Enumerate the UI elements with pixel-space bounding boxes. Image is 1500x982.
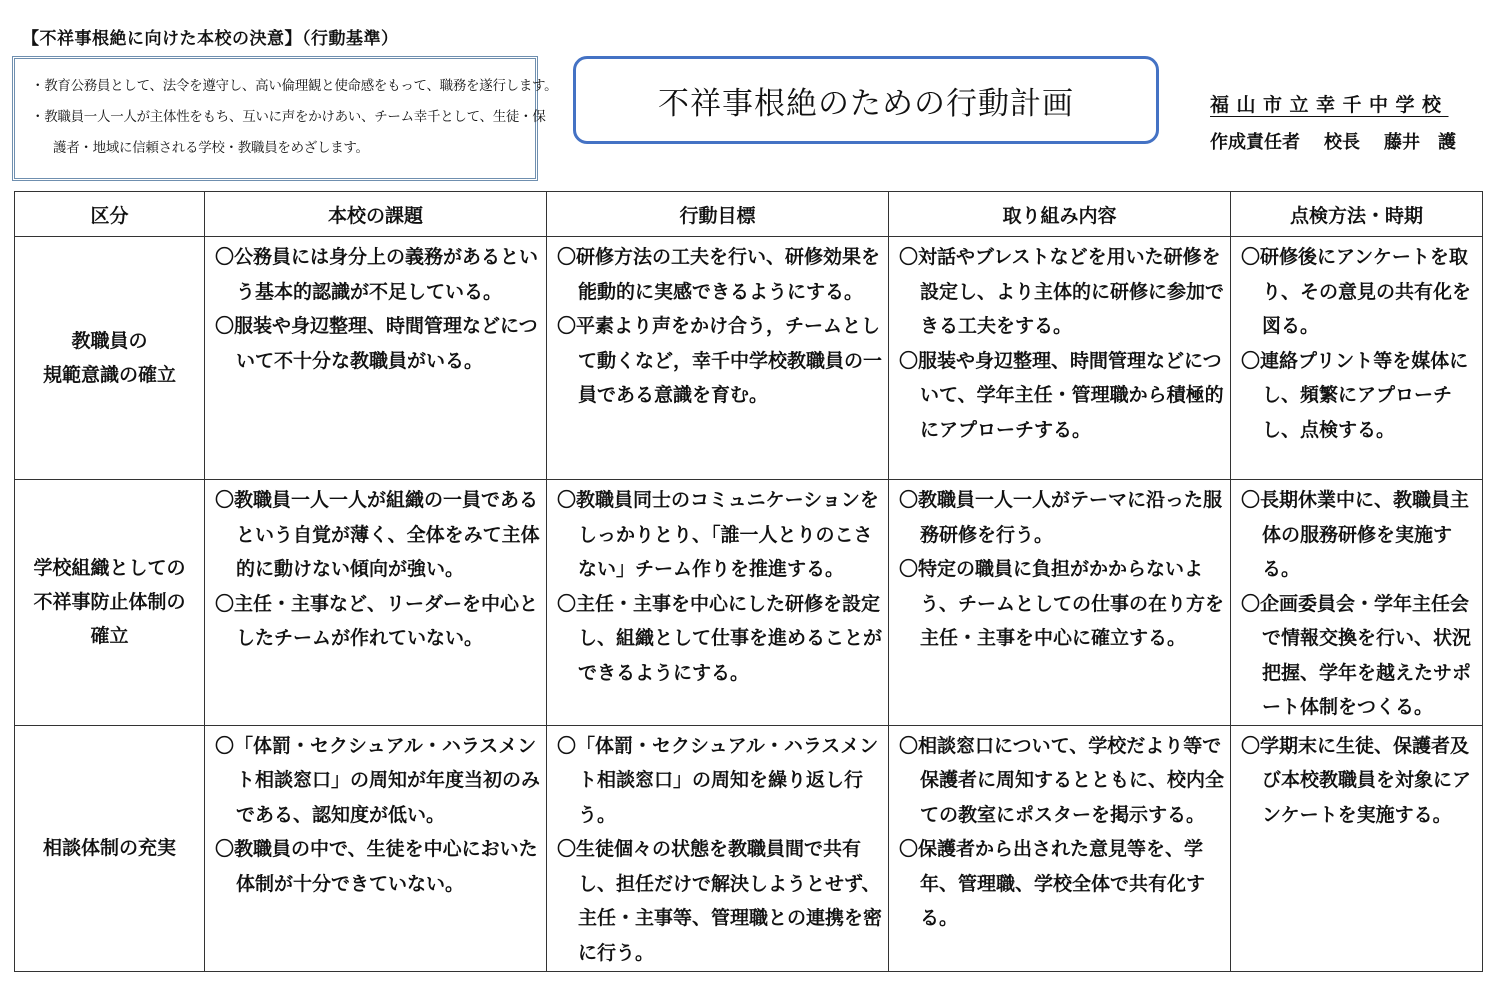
checks-cell [1231, 237, 1483, 480]
author-role: 作成責任者 [1210, 132, 1300, 153]
goals-cell [547, 725, 889, 971]
list-item: 〇特定の職員に負担がかからないよう、チームとしての仕事の在り方を主任・主事を中心に確立する。 [899, 558, 1225, 649]
plan-title-box [573, 56, 1159, 144]
list-item: 〇教職員一人一人が組織の一員であるという自覚が薄く、全体をみて主体的に動けない傾向が強い。 [215, 489, 540, 580]
actions-cell [889, 480, 1231, 726]
list-item: 〇平素より声をかけ合う，チームとして動くなど，幸千中学校教職員の一員である意識を育む。 [557, 315, 883, 406]
list-item: 〇服装や身辺整理、時間管理などについて不十分な教職員がいる。 [215, 315, 538, 372]
list-item: 〇研修後にアンケートを取り、その意見の共有化を図る。 [1241, 246, 1472, 337]
header-category: 区分 [15, 192, 205, 237]
category-line: 確立 [90, 625, 129, 648]
checks-cell [1231, 480, 1483, 726]
author-title: 校長 [1324, 132, 1360, 153]
page-title: 不祥事根絶のための行動計画 [658, 85, 1074, 122]
list-item: 〇「体罰・セクシュアル・ハラスメント相談窓口」の周知を繰り返し行う。 [557, 734, 879, 826]
standard-line: ・教職員一人一人が主体性をもち、互いに声をかけあい、チーム幸千として、生徒・保 [31, 109, 546, 125]
category-line: 規範意識の確立 [42, 364, 176, 386]
category-line: 相談体制の充実 [42, 837, 176, 859]
issues-cell [205, 480, 547, 726]
list-item: 〇服装や身辺整理、時間管理などについて、学年主任・管理職から積極的にアプローチする。 [899, 349, 1224, 441]
category-line: 教職員の [71, 330, 148, 352]
list-item: 〇長期休業中に、教職員主体の服務研修を実施する。 [1241, 489, 1470, 580]
resolution-heading: 【不祥事根絶に向けた本校の決意】（行動基準） [22, 29, 399, 49]
standard-line: ・教育公務員として、法令を遵守し、高い倫理観と使命感をもって、職務を遂行します。 [31, 78, 558, 94]
actions-cell [889, 237, 1231, 480]
issues-cell [205, 237, 547, 480]
header-actions: 取り組み内容 [889, 192, 1231, 237]
author-line [1210, 128, 1456, 154]
list-item: 〇主任・主事を中心にした研修を設定し、組織として仕事を進めることができるようにする。 [557, 592, 883, 684]
list-item: 〇公務員には身分上の義務があるという基本的認識が不足している。 [215, 246, 539, 303]
goals-cell [547, 237, 889, 480]
list-item: 〇教職員同士のコミュニケーションをしっかりとり、「誰一人とりのこさない」チーム作りを推進する。 [557, 489, 879, 580]
list-item: 〇主任・主事など、リーダーを中心としたチームが作れていない。 [215, 592, 539, 649]
action-plan-table [14, 191, 1483, 972]
table-row [15, 480, 1483, 726]
list-item: 〇連絡プリント等を媒体にし、頻繁にアプローチし、点検する。 [1241, 349, 1469, 441]
author-name: 藤井 護 [1384, 132, 1456, 153]
list-item: 〇学期末に生徒、保護者及び本校教職員を対象にアンケートを実施する。 [1241, 734, 1472, 826]
list-item: 〇研修方法の工夫を行い、研修効果を能動的に実感できるようにする。 [557, 246, 881, 303]
actions-cell [889, 725, 1231, 971]
checks-cell [1231, 725, 1483, 971]
header-goals: 行動目標 [547, 192, 889, 237]
header-checks: 点検方法・時期 [1231, 192, 1483, 237]
table-row [15, 725, 1483, 971]
category-cell [15, 480, 205, 726]
list-item: 〇対話やブレストなどを用いた研修を設定し、より主体的に研修に参加できる工夫をする。 [899, 246, 1225, 337]
goals-cell [547, 480, 889, 726]
list-item: 〇保護者から出された意見等を、学年、管理職、学校全体で共有化する。 [899, 838, 1206, 929]
table-row [15, 237, 1483, 480]
category-cell [15, 725, 205, 971]
category-cell [15, 237, 205, 480]
list-item: 〇生徒個々の状態を教職員間で共有し、担任だけで解決しようとせず、主任・主事等、管理職との連携を密に行う。 [557, 838, 883, 964]
header-issues: 本校の課題 [205, 192, 547, 237]
list-item: 〇教職員一人一人がテーマに沿った服務研修を行う。 [899, 489, 1223, 546]
list-item: 〇「体罰・セクシュアル・ハラスメント相談窓口」の周知が年度当初のみである、認知度が低い。 [215, 734, 541, 826]
list-item: 〇教職員の中で、生徒を中心においた体制が十分できていない。 [215, 838, 538, 895]
behavior-standards-box [12, 56, 558, 181]
standard-line: 護者・地域に信頼される学校・教職員をめざします。 [53, 140, 369, 156]
issues-cell [205, 725, 547, 971]
list-item: 〇企画委員会・学年主任会で情報交換を行い、状況把握、学年を越えたサポート体制をつくる。 [1241, 592, 1472, 718]
category-line: 学校組織としての [33, 557, 186, 580]
school-name: 福山市立幸千中学校 [1210, 94, 1449, 116]
list-item: 〇相談窓口について、学校だより等で保護者に周知するとともに、校内全ての教室にポスターを掲示する。 [899, 734, 1225, 826]
category-line: 不祥事防止体制の [33, 591, 186, 614]
table-header-row [15, 192, 1483, 237]
